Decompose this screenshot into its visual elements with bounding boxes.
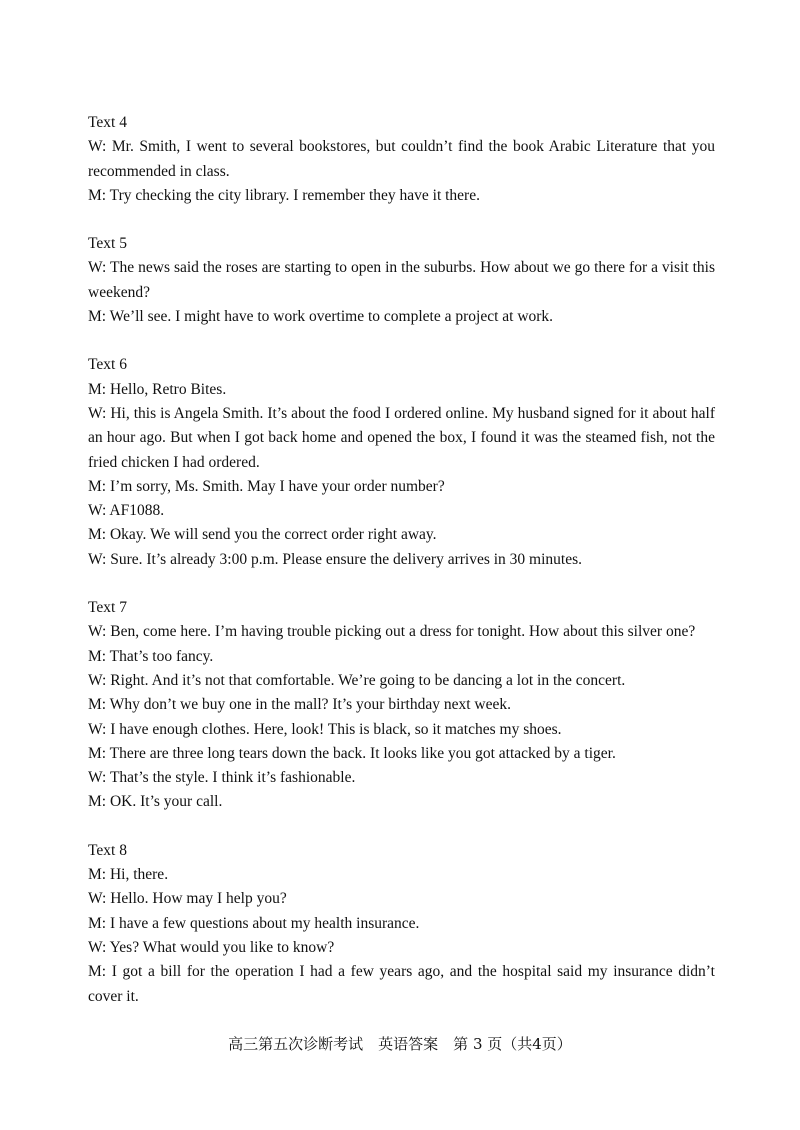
dialogue-line: M: There are three long tears down the back. It looks like you got attacked by a tiger. (88, 744, 616, 762)
dialogue-line: W: Right. And it’s not that comfortable. We’re going to be dancing a lot in the concert. (88, 671, 626, 689)
section-heading: Text 5 (88, 235, 127, 253)
dialogue-line: M: I got a bill for the operation I had a few years ago, and the hospital said my insurance didn’t cover it. (88, 963, 715, 1005)
text-section-5 (88, 232, 715, 329)
section-heading: Text 4 (88, 114, 127, 131)
section-heading: Text 7 (88, 599, 127, 617)
dialogue-line: M: Okay. We will send you the correct order right away. (88, 526, 437, 544)
dialogue-line: W: I have enough clothes. Here, look! This is black, so it matches my shoes. (88, 720, 562, 738)
dialogue-line: W: That’s the style. I think it’s fashionable. (88, 769, 356, 787)
text-section-6 (88, 353, 715, 572)
dialogue-line: M: I’m sorry, Ms. Smith. May I have your order number? (88, 477, 445, 495)
dialogue-line: M: Why don’t we buy one in the mall? It’s your birthday next week. (88, 696, 512, 714)
dialogue-line: W: AF1088. (88, 502, 165, 520)
transcript-body (88, 111, 715, 1009)
dialogue-line: M: Hello, Retro Bites. (88, 380, 227, 398)
text-section-8 (88, 839, 715, 1009)
dialogue-line: M: I have a few questions about my health insurance. (88, 914, 420, 932)
text-section-4 (88, 111, 715, 208)
dialogue-line: W: Yes? What would you like to know? (88, 938, 335, 956)
dialogue-line: W: Hi, this is Angela Smith. It’s about the food I ordered online. My husband signed for it about half an hour ago. But when I got back home and opened the box, I found it was the steamed fish, not the fried chicken I had ordered. (88, 404, 715, 471)
section-heading: Text 8 (88, 841, 127, 859)
dialogue-line: W: Sure. It’s already 3:00 p.m. Please ensure the delivery arrives in 30 minutes. (88, 550, 583, 568)
text-section-7 (88, 596, 715, 815)
dialogue-line: W: The news said the roses are starting to open in the suburbs. How about we go there for a visit this weekend? (88, 259, 715, 301)
dialogue-line: M: OK. It’s your call. (88, 793, 223, 811)
dialogue-line: W: Ben, come here. I’m having trouble picking out a dress for tonight. How about this silver one? (88, 623, 696, 641)
section-heading: Text 6 (88, 356, 127, 374)
dialogue-line: W: Hello. How may I help you? (88, 890, 287, 908)
dialogue-line: M: Try checking the city library. I remember they have it there. (88, 186, 480, 204)
dialogue-line: M: We’ll see. I might have to work overtime to complete a project at work. (88, 308, 554, 326)
page-footer: 高三第五次诊断考试 英语答案 第 3 页（共4页） (228, 1035, 572, 1053)
dialogue-line: W: Mr. Smith, I went to several bookstores, but couldn’t find the book Arabic Literature that you recommended in class. (88, 138, 715, 180)
dialogue-line: M: That’s too fancy. (88, 647, 214, 665)
dialogue-line: M: Hi, there. (88, 866, 169, 884)
